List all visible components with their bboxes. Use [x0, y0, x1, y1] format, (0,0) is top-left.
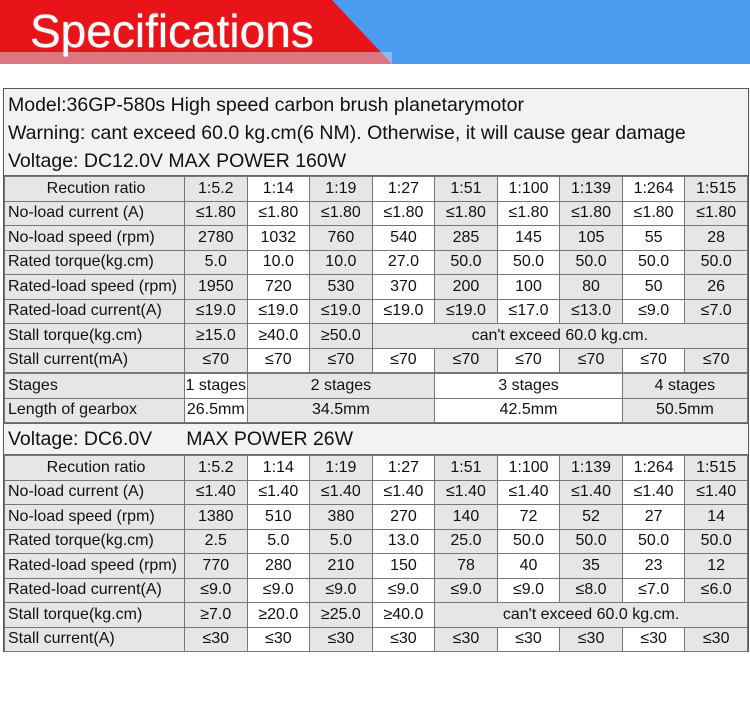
stall-current-value: ≤30 — [310, 627, 373, 652]
spec-value: 145 — [497, 226, 560, 251]
spec-row-label: No-load current (A) — [5, 480, 185, 505]
stall-torque-value: ≥50.0 — [310, 324, 373, 349]
spec-value: ≤1.80 — [560, 201, 623, 226]
spec-value: 200 — [435, 275, 498, 300]
length-row — [5, 398, 748, 423]
stall-torque-label: Stall torque(kg.cm) — [5, 603, 185, 628]
spec-value: 28 — [685, 226, 748, 251]
ratio-cell: 1:139 — [560, 177, 623, 202]
spec-value: 50.0 — [435, 250, 498, 275]
spec-value: 50.0 — [685, 250, 748, 275]
spec-value: 2780 — [185, 226, 248, 251]
spec-row-label: No-load current (A) — [5, 201, 185, 226]
spec-value: 380 — [310, 505, 373, 530]
spec-value: 270 — [372, 505, 435, 530]
stall-current-value: ≤70 — [560, 348, 623, 373]
spec-value: ≤1.80 — [685, 201, 748, 226]
spec-value: ≤19.0 — [310, 299, 373, 324]
spec-value: 140 — [435, 505, 498, 530]
model-line: Model:36GP-580s High speed carbon brush planetarymotor — [8, 94, 524, 116]
voltage-line: Voltage: DC12.0V MAX POWER 160W — [8, 150, 347, 172]
spec-value: 12 — [685, 554, 748, 579]
spec-row — [5, 250, 748, 275]
stall-current-value: ≤70 — [247, 348, 310, 373]
spec-value: 78 — [435, 554, 498, 579]
stall-torque-value: ≥40.0 — [372, 603, 435, 628]
ratio-cell: 1:14 — [247, 177, 310, 202]
stall-torque-value: ≥15.0 — [185, 324, 248, 349]
stall-current-value: ≤70 — [497, 348, 560, 373]
spec-value: ≤1.80 — [622, 201, 685, 226]
spec-value: ≤1.40 — [185, 480, 248, 505]
spec-value: 720 — [247, 275, 310, 300]
spec-value: ≤19.0 — [372, 299, 435, 324]
spec-value: ≤9.0 — [185, 578, 248, 603]
spec-value: 1032 — [247, 226, 310, 251]
stall-current-value: ≤30 — [372, 627, 435, 652]
spec-value: ≤9.0 — [372, 578, 435, 603]
spec-value: 760 — [310, 226, 373, 251]
spec-value: ≤1.40 — [247, 480, 310, 505]
stage-2: 2 stages — [247, 374, 435, 399]
spec-value: 100 — [497, 275, 560, 300]
ratio-cell: 1:5.2 — [185, 456, 248, 481]
spec-row-label: No-load speed (rpm) — [5, 226, 185, 251]
stall-current-value: ≤30 — [560, 627, 623, 652]
ratio-cell: 1:51 — [435, 177, 498, 202]
spec-value: ≤9.0 — [497, 578, 560, 603]
spec-value: ≤6.0 — [685, 578, 748, 603]
voltage-6v-line — [4, 423, 748, 455]
spec-value: 50.0 — [622, 250, 685, 275]
stall-current-value: ≤30 — [497, 627, 560, 652]
spec-table-12v — [4, 176, 748, 373]
ratio-cell: 1:19 — [310, 456, 373, 481]
stall-torque-row — [5, 603, 748, 628]
spec-value: ≤9.0 — [247, 578, 310, 603]
stall-torque-note: can't exceed 60.0 kg.cm. — [435, 603, 748, 628]
stall-current-row — [5, 348, 748, 373]
stall-current-value: ≤70 — [372, 348, 435, 373]
stall-current-value: ≤70 — [622, 348, 685, 373]
stall-current-label: Stall current(mA) — [5, 348, 185, 373]
spec-value: 40 — [497, 554, 560, 579]
spec-value: ≤7.0 — [622, 578, 685, 603]
stall-current-value: ≤30 — [435, 627, 498, 652]
spec-value: 5.0 — [310, 529, 373, 554]
spec-value: 5.0 — [247, 529, 310, 554]
max-power-6v: MAX POWER 26W — [186, 428, 354, 450]
spec-row-label: Rated-load current(A) — [5, 578, 185, 603]
spec-value: ≤1.80 — [372, 201, 435, 226]
stall-torque-value: ≥25.0 — [310, 603, 373, 628]
ratio-row — [5, 456, 748, 481]
spec-value: ≤1.40 — [497, 480, 560, 505]
length-label: Length of gearbox — [5, 398, 185, 423]
spec-value: ≤1.80 — [310, 201, 373, 226]
length-1: 26.5mm — [185, 398, 248, 423]
stall-current-value: ≤70 — [310, 348, 373, 373]
spec-value: 105 — [560, 226, 623, 251]
spec-row-label: Rated torque(kg.cm) — [5, 529, 185, 554]
spec-value: ≤1.40 — [622, 480, 685, 505]
ratio-cell: 1:5.2 — [185, 177, 248, 202]
spec-value: 210 — [310, 554, 373, 579]
spec-value: 5.0 — [185, 250, 248, 275]
spec-row — [5, 529, 748, 554]
spec-value: 35 — [560, 554, 623, 579]
stage-1: 1 stages — [185, 374, 248, 399]
spec-value: ≤19.0 — [185, 299, 248, 324]
spec-value: ≤7.0 — [685, 299, 748, 324]
stall-current-value: ≤70 — [435, 348, 498, 373]
model-info — [4, 89, 748, 176]
spec-value: ≤1.80 — [435, 201, 498, 226]
spec-value: 50.0 — [560, 250, 623, 275]
spec-row-label: Rated torque(kg.cm) — [5, 250, 185, 275]
spec-value: 50.0 — [560, 529, 623, 554]
spec-value: 55 — [622, 226, 685, 251]
stall-current-label: Stall current(A) — [5, 627, 185, 652]
spec-row-label: Rated-load current(A) — [5, 299, 185, 324]
spec-value: 510 — [247, 505, 310, 530]
stall-torque-note: can't exceed 60.0 kg.cm. — [372, 324, 747, 349]
banner-title: Specifications — [30, 5, 314, 57]
gearbox-table — [4, 373, 748, 423]
ratio-row — [5, 177, 748, 202]
length-4: 50.5mm — [622, 398, 747, 423]
spec-value: ≤9.0 — [435, 578, 498, 603]
spec-value: 50 — [622, 275, 685, 300]
spec-value: ≤19.0 — [247, 299, 310, 324]
spec-value: 50.0 — [622, 529, 685, 554]
ratio-cell: 1:515 — [685, 456, 748, 481]
length-3: 42.5mm — [435, 398, 623, 423]
spec-row — [5, 201, 748, 226]
spec-value: 72 — [497, 505, 560, 530]
length-2: 34.5mm — [247, 398, 435, 423]
spec-value: 370 — [372, 275, 435, 300]
spec-value: ≤1.80 — [247, 201, 310, 226]
spec-row — [5, 226, 748, 251]
stall-current-value: ≤70 — [685, 348, 748, 373]
spec-row-label: No-load speed (rpm) — [5, 505, 185, 530]
spec-value: ≤1.40 — [435, 480, 498, 505]
stall-torque-value: ≥7.0 — [185, 603, 248, 628]
stall-current-value: ≤30 — [622, 627, 685, 652]
ratio-cell: 1:264 — [622, 456, 685, 481]
spec-value: 50.0 — [685, 529, 748, 554]
spec-value: 13.0 — [372, 529, 435, 554]
stall-torque-value: ≥40.0 — [247, 324, 310, 349]
spec-value: 1950 — [185, 275, 248, 300]
spec-value: 52 — [560, 505, 623, 530]
stage-4: 4 stages — [622, 374, 747, 399]
stall-current-value: ≤30 — [185, 627, 248, 652]
stall-torque-value: ≥20.0 — [247, 603, 310, 628]
ratio-cell: 1:27 — [372, 456, 435, 481]
spec-value: 50.0 — [497, 529, 560, 554]
spec-value: 23 — [622, 554, 685, 579]
spec-value: 27.0 — [372, 250, 435, 275]
spec-value: ≤1.40 — [560, 480, 623, 505]
stall-current-value: ≤30 — [247, 627, 310, 652]
spec-row — [5, 480, 748, 505]
specifications-banner — [0, 0, 750, 64]
spec-value: 80 — [560, 275, 623, 300]
stage-3: 3 stages — [435, 374, 623, 399]
spec-row — [5, 275, 748, 300]
spec-sheet — [3, 88, 749, 652]
spec-value: ≤9.0 — [310, 578, 373, 603]
spec-value: ≤1.40 — [372, 480, 435, 505]
spec-row-label: Rated-load speed (rpm) — [5, 554, 185, 579]
ratio-cell: 1:27 — [372, 177, 435, 202]
ratio-cell: 1:139 — [560, 456, 623, 481]
ratio-cell: 1:264 — [622, 177, 685, 202]
spec-value: ≤13.0 — [560, 299, 623, 324]
spec-value: 770 — [185, 554, 248, 579]
spec-row-label: Rated-load speed (rpm) — [5, 275, 185, 300]
spec-value: 530 — [310, 275, 373, 300]
stall-current-row — [5, 627, 748, 652]
ratio-cell: 1:51 — [435, 456, 498, 481]
spec-value: ≤1.40 — [685, 480, 748, 505]
spec-value: 50.0 — [497, 250, 560, 275]
spec-value: ≤1.80 — [497, 201, 560, 226]
spec-value: 1380 — [185, 505, 248, 530]
spec-value: 27 — [622, 505, 685, 530]
stages-label: Stages — [5, 374, 185, 399]
spec-table-6v — [4, 455, 748, 652]
spec-value: 10.0 — [310, 250, 373, 275]
ratio-label: Recution ratio — [5, 456, 185, 481]
ratio-cell: 1:100 — [497, 177, 560, 202]
stall-torque-row — [5, 324, 748, 349]
spec-row — [5, 554, 748, 579]
spec-value: ≤1.40 — [310, 480, 373, 505]
spec-value: ≤1.80 — [185, 201, 248, 226]
spec-value: ≤9.0 — [622, 299, 685, 324]
ratio-cell: 1:14 — [247, 456, 310, 481]
spec-value: ≤8.0 — [560, 578, 623, 603]
ratio-label: Recution ratio — [5, 177, 185, 202]
spec-value: 280 — [247, 554, 310, 579]
spec-value: ≤19.0 — [435, 299, 498, 324]
spec-row — [5, 505, 748, 530]
spec-value: 25.0 — [435, 529, 498, 554]
voltage-6v: Voltage: DC6.0V — [8, 428, 153, 450]
ratio-cell: 1:19 — [310, 177, 373, 202]
spec-value: 285 — [435, 226, 498, 251]
ratio-cell: 1:515 — [685, 177, 748, 202]
stall-current-value: ≤30 — [685, 627, 748, 652]
spec-value: 150 — [372, 554, 435, 579]
spec-value: 14 — [685, 505, 748, 530]
stall-current-value: ≤70 — [185, 348, 248, 373]
spec-value: ≤17.0 — [497, 299, 560, 324]
spec-value: 540 — [372, 226, 435, 251]
spec-row — [5, 299, 748, 324]
warning-line: Warning: cant exceed 60.0 kg.cm(6 NM). Otherwise, it will cause gear damage — [8, 122, 686, 144]
spec-value: 2.5 — [185, 529, 248, 554]
spec-row — [5, 578, 748, 603]
spec-value: 26 — [685, 275, 748, 300]
spec-value: 10.0 — [247, 250, 310, 275]
stall-torque-label: Stall torque(kg.cm) — [5, 324, 185, 349]
ratio-cell: 1:100 — [497, 456, 560, 481]
stages-row — [5, 374, 748, 399]
